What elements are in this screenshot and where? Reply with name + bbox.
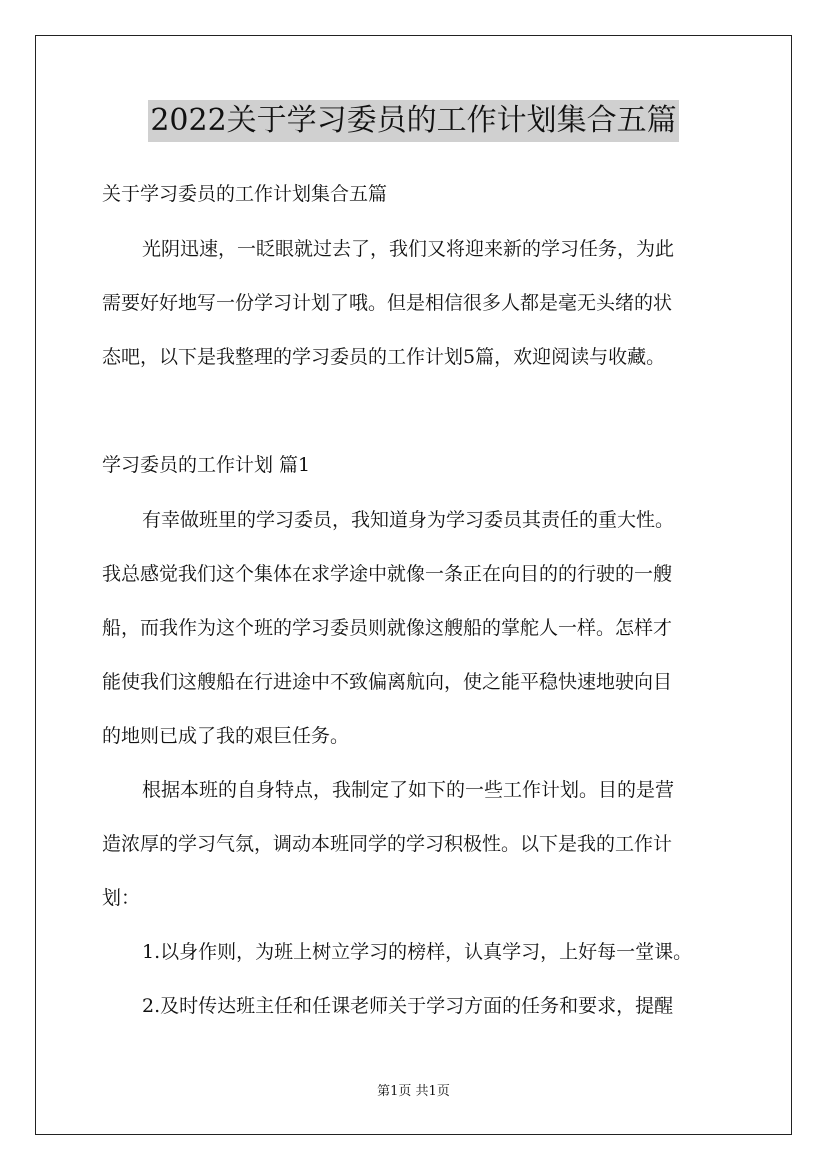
- paragraph1-line-5: 的地则已成了我的艰巨任务。: [102, 725, 350, 747]
- paragraph1-line-4: 能使我们这艘船在行进途中不致偏离航向，使之能平稳快速地驶向目: [102, 671, 673, 693]
- document-title: 2022关于学习委员的工作计划集合五篇: [148, 100, 678, 142]
- title-container: [0, 100, 827, 142]
- intro-line-3: 态吧，以下是我整理的学习委员的工作计划5篇，欢迎阅读与收藏。: [102, 346, 666, 368]
- page-footer: 第1页 共1页: [377, 1084, 450, 1099]
- list-item-1: 1.以身作则，为班上树立学习的榜样，认真学习，上好每一堂课。: [142, 941, 693, 963]
- paragraph1-line-1: 有幸做班里的学习委员，我知道身为学习委员其责任的重大性。: [142, 509, 675, 531]
- paragraph2-line-3: 划：: [102, 887, 141, 909]
- paragraph1-line-2: 我总感觉我们这个集体在求学途中就像一条正在向目的的行驶的一艘: [102, 563, 673, 585]
- paragraph2-line-2: 造浓厚的学习气氛，调动本班同学的学习积极性。以下是我的工作计: [102, 833, 673, 855]
- section-heading: 学习委员的工作计划 篇1: [102, 454, 311, 476]
- paragraph2-line-1: 根据本班的自身特点，我制定了如下的一些工作计划。目的是营: [142, 779, 675, 801]
- paragraph1-line-3: 船，而我作为这个班的学习委员则就像这艘船的掌舵人一样。怎样才: [102, 617, 673, 639]
- intro-line-2: 需要好好地写一份学习计划了哦。但是相信很多人都是毫无头绪的状: [102, 292, 673, 314]
- document-subtitle: 关于学习委员的工作计划集合五篇: [102, 183, 388, 205]
- list-item-2: 2.及时传达班主任和任课老师关于学习方面的任务和要求，提醒: [142, 995, 674, 1017]
- intro-line-1: 光阴迅速，一眨眼就过去了，我们又将迎来新的学习任务，为此: [142, 238, 675, 260]
